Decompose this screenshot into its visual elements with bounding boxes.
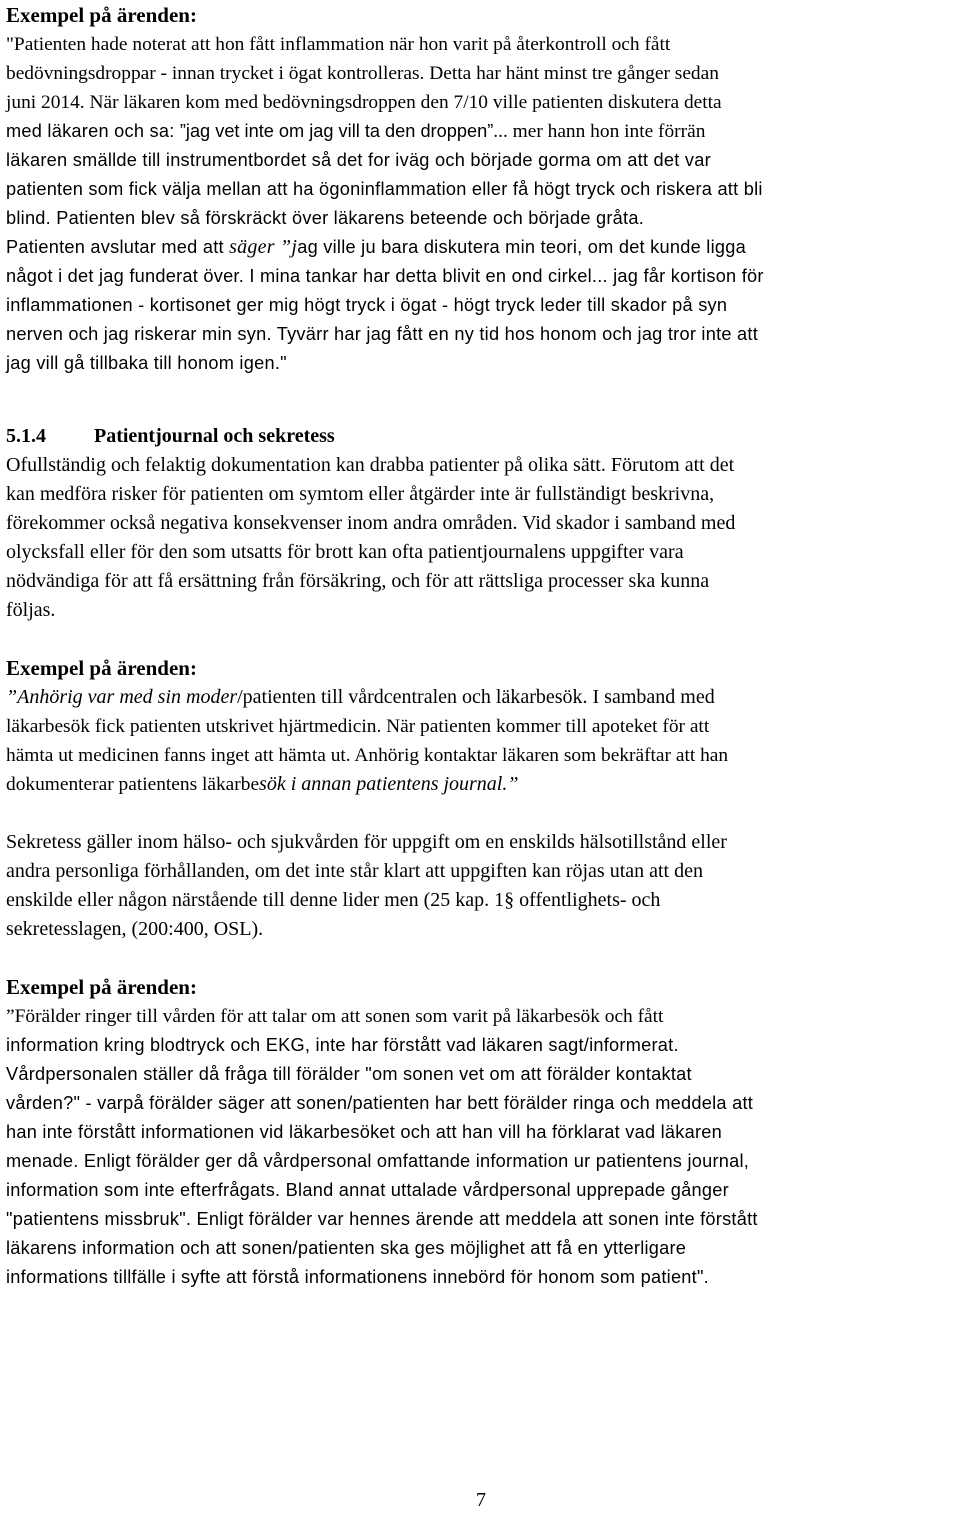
paragraph-line: "patientens missbruk". Enligt förälder var hennes ärende att meddela att sonen inte förstått xyxy=(6,1209,758,1229)
example-heading: Exempel på ärenden: xyxy=(6,3,197,27)
paragraph-line: menade. Enligt förälder ger då vårdpersonal omfattande information ur patientens journal, xyxy=(6,1151,750,1171)
paragraph-line: informations tillfälle i syfte att förstå informationens innebörd för honom som patient". xyxy=(6,1267,709,1287)
secrecy-block xyxy=(6,828,956,944)
paragraph-line: nerven och jag riskerar min syn. Tyvärr har jag fått en ny tid hos honom och jag tror inte att xyxy=(6,324,759,344)
text-run: dokumenterar patientens läkarbe xyxy=(6,774,260,795)
paragraph-line: vården?" - varpå förälder säger att sonen/patienten har bett förälder ringa och meddela att xyxy=(6,1093,754,1113)
paragraph-line: något i det jag funderat över. I mina tankar har detta blivit en ond cirkel... jag får kortison för xyxy=(6,266,764,286)
paragraph-line: följas. xyxy=(6,599,56,621)
paragraph-line: ”Förälder ringer till vården för att talar om att sonen som varit på läkarbesök och fått xyxy=(6,1006,664,1027)
section-number: 5.1.4 xyxy=(6,425,46,447)
paragraph-line: läkaren smällde till instrumentbordet så det for iväg och började gorma om att det var xyxy=(6,150,711,170)
page-number: 7 xyxy=(476,1489,486,1511)
spacer xyxy=(6,944,956,973)
text-run: ag ville ju bara diskutera min teori, om det kunde ligga xyxy=(297,237,746,257)
paragraph-line: bedövningsdroppar - innan trycket i ögat kontrolleras. Detta har hänt minst tre gånger sedan xyxy=(6,63,719,84)
paragraph-line: "Patienten hade noterat att hon fått inflammation när hon varit på återkontroll och fått xyxy=(6,34,671,55)
paragraph-line: blind. Patienten blev så förskräckt över läkarens beteende och började gråta. xyxy=(6,208,644,228)
paragraph-line: jag vill gå tillbaka till honom igen." xyxy=(6,353,287,373)
paragraph-line: information kring blodtryck och EKG, inte har förstått vad läkaren sagt/informerat. xyxy=(6,1035,679,1055)
paragraph-line: läkarens information och att sonen/patienten ska ges möjlighet att få en ytterligare xyxy=(6,1238,687,1258)
paragraph-line: juni 2014. När läkaren kom med bedövningsdroppen den 7/10 ville patienten diskutera detta xyxy=(6,92,722,113)
spacer xyxy=(6,378,956,422)
section-heading xyxy=(6,422,956,451)
text-run: ... mer hann hon inte förrän xyxy=(493,121,706,142)
paragraph-line xyxy=(6,117,956,146)
italic-text: säger ”j xyxy=(229,236,298,258)
example-heading: Exempel på ärenden: xyxy=(6,975,197,999)
paragraph-line: inflammationen - kortisonet ger mig högt tryck i ögat - högt tryck leder till skador på syn xyxy=(6,295,728,315)
paragraph-line: enskilde eller någon närstående till denne lider men (25 kap. 1§ offentlighets- och xyxy=(6,889,661,911)
paragraph-line xyxy=(6,233,956,262)
paragraph-line xyxy=(6,770,956,799)
paragraph-line: Vårdpersonalen ställer då fråga till förälder "om sonen vet om att förälder kontaktat xyxy=(6,1064,692,1084)
text-run: med läkaren och sa: xyxy=(6,121,180,141)
paragraph-line: olycksfall eller för den som utsatts för brott kan ofta patientjournalens uppgifter vara xyxy=(6,541,684,563)
italic-text: sök i annan patientens journal.” xyxy=(259,773,519,795)
paragraph-line: sekretesslagen, (200:400, OSL). xyxy=(6,918,264,940)
document-page xyxy=(6,0,956,1515)
spacer xyxy=(6,625,956,654)
example-block-2 xyxy=(6,654,956,799)
spacer xyxy=(6,799,956,828)
example-block-3 xyxy=(6,973,956,1292)
paragraph-line: han inte förstått informationen vid läkarbesöket och att han vill ha förklarat vad läkaren xyxy=(6,1122,723,1142)
example-block-1 xyxy=(6,0,956,378)
paragraph-line: andra personliga förhållanden, om det inte står klart att uppgiften kan röjas utan att den xyxy=(6,860,703,882)
paragraph-line: patienten som fick välja mellan att ha ögoninflammation eller få högt tryck och riskera att bli xyxy=(6,179,763,199)
italic-text: ”Anhörig var med sin moder xyxy=(6,686,238,708)
paragraph-line: hämta ut medicinen fanns inget att hämta ut. Anhörig kontaktar läkaren som bekräftar att han xyxy=(6,745,729,766)
quoted-text: ”jag vet inte om jag vill ta den droppen” xyxy=(179,121,494,141)
paragraph-line: Ofullständig och felaktig dokumentation kan drabba patienter på olika sätt. Förutom att det xyxy=(6,454,735,476)
paragraph-line xyxy=(6,683,956,712)
section-block xyxy=(6,422,956,625)
paragraph-line: Sekretess gäller inom hälso- och sjukvården för uppgift om en enskilds hälsotillstånd eller xyxy=(6,831,727,853)
paragraph-line: läkarbesök fick patienten utskrivet hjärtmedicin. När patienten kommer till apoteket för att xyxy=(6,716,710,737)
paragraph-line: förekommer också negativa konsekvenser inom andra områden. Vid skador i samband med xyxy=(6,512,736,534)
text-run: Patienten avslutar med att xyxy=(6,237,230,257)
paragraph-line: nödvändiga för att få ersättning från försäkring, och för att rättsliga processer ska kunna xyxy=(6,570,710,592)
paragraph-line: kan medföra risker för patienten om symtom eller åtgärder inte är fullständigt beskrivna, xyxy=(6,483,715,505)
text-run: /patienten till vårdcentralen och läkarbesök. I samband med xyxy=(237,686,715,708)
section-title: Patientjournal och sekretess xyxy=(94,425,335,447)
example-heading: Exempel på ärenden: xyxy=(6,656,197,680)
paragraph-line: information som inte efterfrågats. Bland annat uttalade vårdpersonal upprepade gånger xyxy=(6,1180,729,1200)
